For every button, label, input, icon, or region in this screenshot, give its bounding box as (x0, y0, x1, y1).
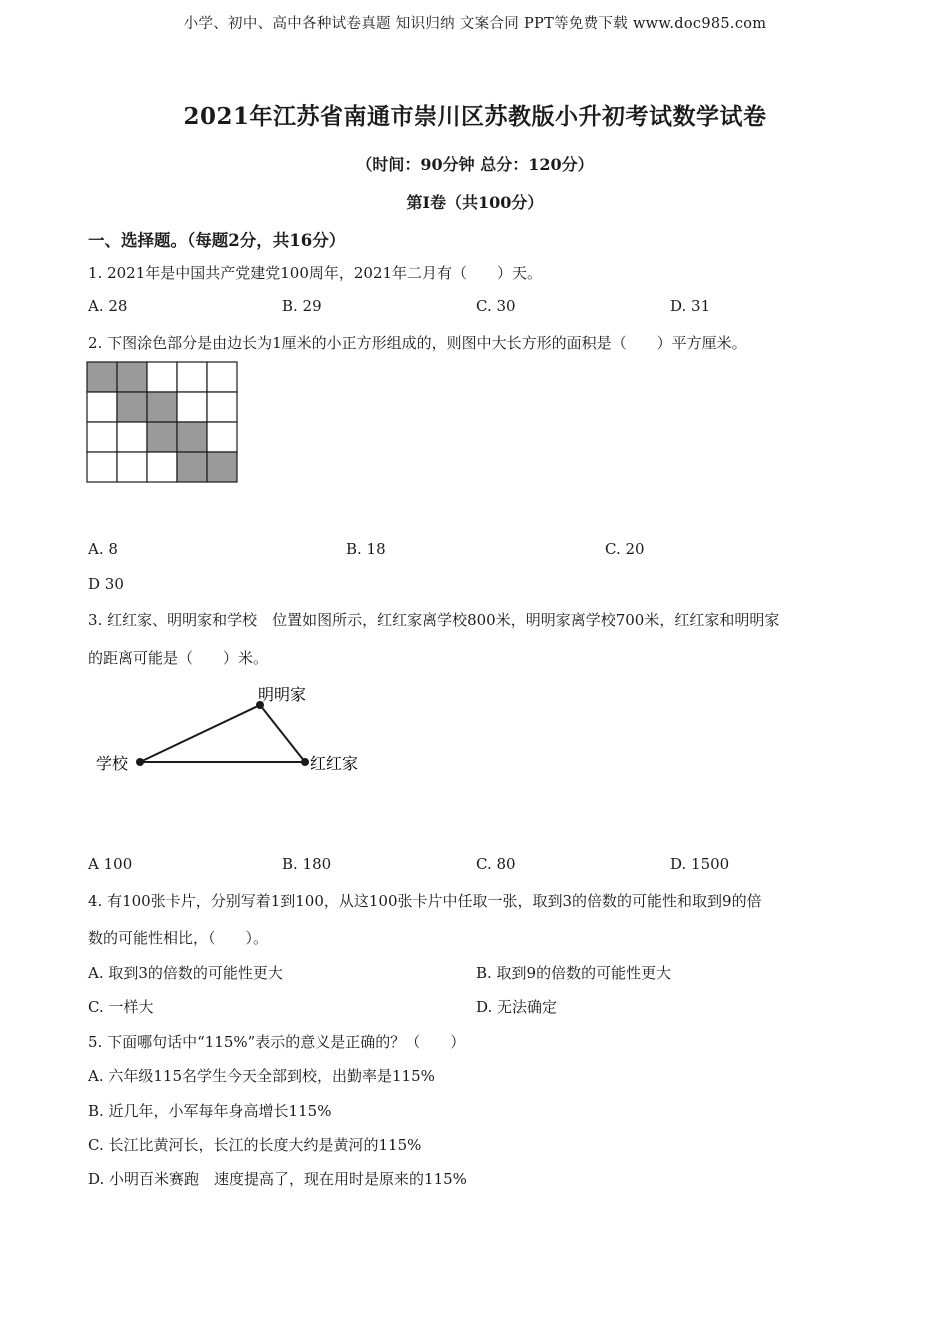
grid-cell (147, 362, 177, 392)
q2-option-b: B. 18 (346, 540, 386, 558)
question-4-line1: 4. 有100张卡片，分别写着1到100，从这100张卡片中任取一张，取到3的倍数的可能性和取到9的倍 (88, 892, 762, 910)
q5-option-b: B. 近几年，小军每年身高增长115% (88, 1102, 332, 1120)
q5-option-c: C. 长江比黄河长，长江的长度大约是黄河的115% (88, 1136, 422, 1154)
label-school: 学校 (96, 754, 129, 773)
q1-option-d: D. 31 (670, 297, 711, 315)
grid-cell (207, 362, 237, 392)
page-header: 小学、初中、高中各种试卷真题 知识归纳 文案合同 PPT等免费下载 www.doc985.com (183, 16, 767, 32)
q3-option-b: B. 180 (282, 855, 332, 873)
grid-cell (207, 422, 237, 452)
grid-cell-shaded (147, 422, 177, 452)
q2-option-c: C. 20 (605, 540, 645, 558)
q4-option-d: D. 无法确定 (476, 998, 558, 1016)
label-honghong-home: 红红家 (310, 754, 359, 773)
q3-option-d: D. 1500 (670, 855, 730, 873)
grid-cell-shaded (177, 452, 207, 482)
shaded-grid-figure (86, 361, 238, 483)
grid-cell-shaded (87, 362, 117, 392)
time-info: （时间：90分钟 总分：120分） (356, 155, 594, 174)
section-title: 一、选择题。（每题2分，共16分） (88, 231, 346, 250)
triangle-map-figure (90, 680, 380, 790)
q2-option-a: A. 8 (88, 540, 118, 558)
honghong-home-point (301, 758, 309, 766)
part-title: 第I卷（共100分） (406, 193, 544, 212)
triangle-path (140, 705, 305, 762)
question-1: 1. 2021年是中国共产党建党100周年，2021年二月有（ ）天。 (88, 264, 543, 282)
grid-cell (87, 452, 117, 482)
question-3-line2: 的距离可能是（ ）米。 (88, 649, 269, 667)
question-5: 5. 下面哪句话中“115%”表示的意义是正确的？（ ） (88, 1033, 466, 1051)
q3-option-a: A 100 (88, 855, 133, 873)
question-4-line2: 数的可能性相比，（ ）。 (88, 929, 269, 947)
grid-cell (207, 392, 237, 422)
q2-option-d: D 30 (88, 575, 124, 593)
q5-option-a: A. 六年级115名学生今天全部到校，出勤率是115% (88, 1067, 435, 1085)
grid-cell-shaded (207, 452, 237, 482)
q4-option-a: A. 取到3的倍数的可能性更大 (88, 964, 283, 982)
q1-option-b: B. 29 (282, 297, 322, 315)
q4-option-b: B. 取到9的倍数的可能性更大 (476, 964, 672, 982)
question-3-line1: 3. 红红家、明明家和学校 位置如图所示，红红家离学校800米，明明家离学校700米，红红家和明明家 (88, 611, 780, 629)
grid-cell (87, 422, 117, 452)
grid-cell-shaded (147, 392, 177, 422)
q4-option-c: C. 一样大 (88, 998, 154, 1016)
grid-cell-shaded (117, 392, 147, 422)
grid-cell (177, 392, 207, 422)
question-2: 2. 下图涂色部分是由边长为1厘米的小正方形组成的，则图中大长方形的面积是（ ）平方厘米。 (88, 334, 747, 352)
q3-option-c: C. 80 (476, 855, 516, 873)
q1-option-a: A. 28 (88, 297, 128, 315)
grid-cell-shaded (177, 422, 207, 452)
grid-cell (117, 422, 147, 452)
grid-cell (87, 392, 117, 422)
label-mingming-home: 明明家 (258, 685, 307, 704)
school-point (136, 758, 144, 766)
grid-cell (177, 362, 207, 392)
q1-option-c: C. 30 (476, 297, 516, 315)
q5-option-d: D. 小明百米赛跑 速度提高了，现在用时是原来的115% (88, 1170, 467, 1188)
grid-cell (147, 452, 177, 482)
grid-cell (117, 452, 147, 482)
grid-cell-shaded (117, 362, 147, 392)
exam-title: 2021年江苏省南通市崇川区苏教版小升初考试数学试卷 (183, 103, 767, 130)
